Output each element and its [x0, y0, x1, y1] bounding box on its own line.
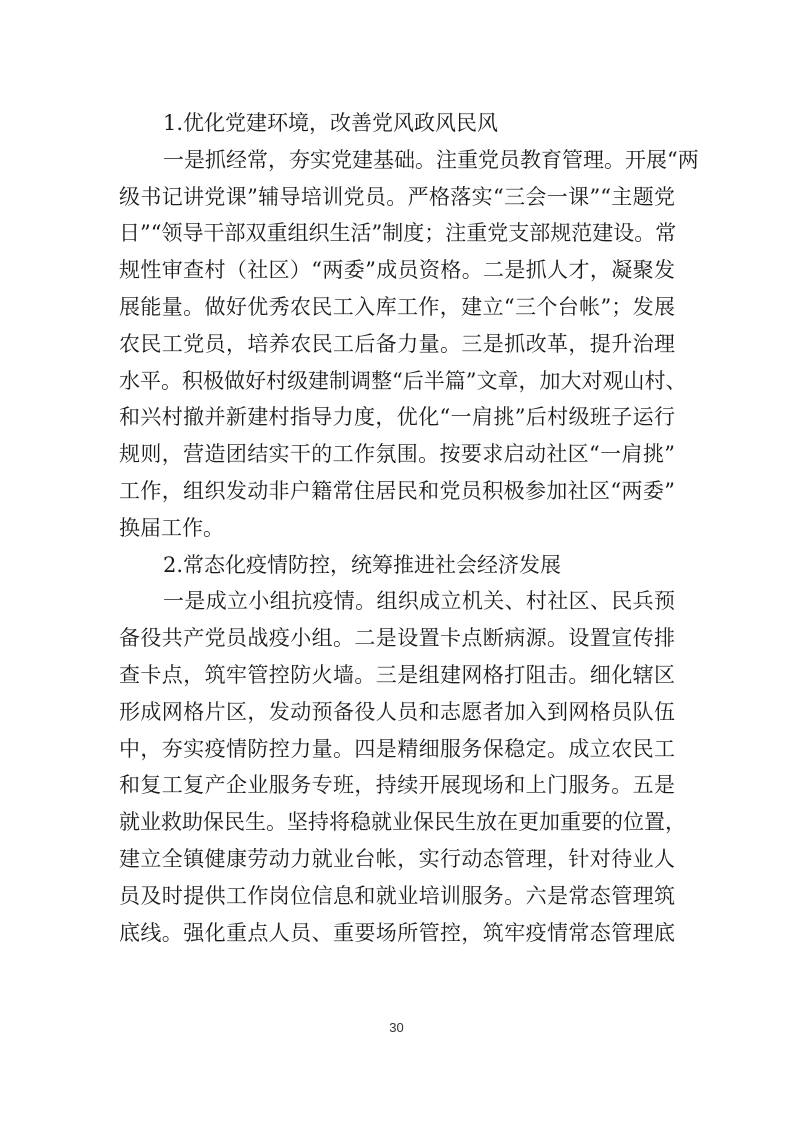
- section-1-line: 换届工作。: [119, 515, 224, 540]
- section-2-line: 底线。强化重点人员、重要场所管控，筑牢疫情常态管理底: [119, 920, 675, 945]
- section-2-line: 中，夯实疫情防控力量。四是精细服务保稳定。成立农民工: [119, 736, 675, 761]
- section-1-line: 水平。积极做好村级建制调整“后半篇”文章，加大对观山村、: [119, 368, 687, 393]
- section-1-line: 规则，营造团结实干的工作氛围。按要求启动社区“一肩挑”: [119, 442, 675, 467]
- section-1-line: 展能量。做好优秀农民工入库工作，建立“三个台帐”；发展: [119, 294, 675, 319]
- section-1-line: 规性审查村（社区）“两委”成员资格。二是抓人才，凝聚发: [119, 258, 675, 283]
- section-2-line: 员及时提供工作岗位信息和就业培训服务。六是常态管理筑: [119, 883, 675, 908]
- section-2-line: 和复工复产企业服务专班，持续开展现场和上门服务。五是: [119, 773, 675, 798]
- section-1-line: 工作，组织发动非户籍常住居民和党员积极参加社区“两委”: [119, 478, 675, 503]
- document-body: [119, 105, 699, 951]
- section-1-line: 和兴村撤并新建村指导力度，优化“一肩挑”后村级班子运行: [119, 405, 675, 430]
- section-1-line: 级书记讲党课”辅导培训党员。严格落实“三会一课”“主题党: [119, 184, 675, 209]
- section-1-line: 日”“领导干部双重组织生活”制度；注重党支部规范建设。常: [119, 221, 677, 246]
- section-2-line: 一是成立小组抗疫情。组织成立机关、村社区、民兵预: [163, 589, 675, 614]
- section-2-line: 就业救助保民生。坚持将稳就业保民生放在更加重要的位置，: [119, 810, 686, 835]
- section-2-line: 建立全镇健康劳动力就业台帐，实行动态管理，针对待业人: [119, 846, 675, 871]
- page-number: 30: [389, 1020, 404, 1035]
- section-2-heading: 2.常态化疫情防控，统筹推进社会经济发展: [163, 552, 562, 577]
- section-2-line: 备役共产党员战疫小组。二是设置卡点断病源。设置宣传排: [119, 626, 675, 651]
- section-1-heading: 1.优化党建环境，改善党风政风民风: [163, 111, 499, 135]
- section-1-line: 农民工党员，培养农民工后备力量。三是抓改革，提升治理: [119, 331, 675, 356]
- section-2-line: 查卡点，筑牢管控防火墙。三是组建网格打阻击。细化辖区: [119, 662, 675, 687]
- section-2-line: 形成网格片区，发动预备役人员和志愿者加入到网格员队伍: [119, 699, 675, 724]
- section-1-line: 一是抓经常，夯实党建基础。注重党员教育管理。开展“两: [163, 147, 699, 172]
